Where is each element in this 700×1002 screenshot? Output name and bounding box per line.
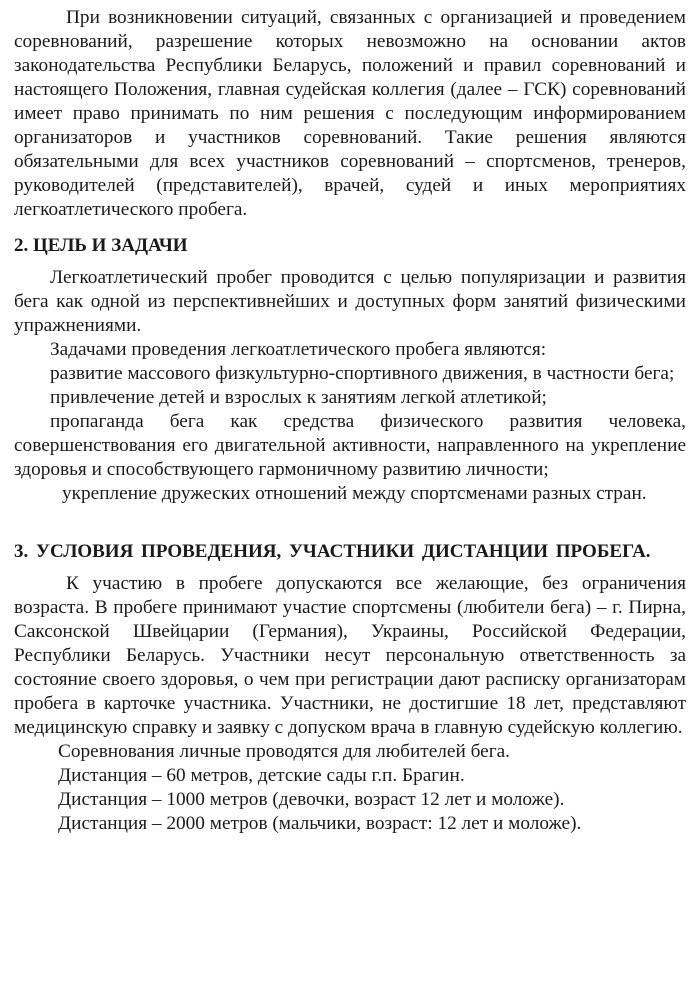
distance-item: Дистанция – 60 метров, детские сады г.п. Брагин. [58,765,465,786]
distance-item: Дистанция – 2000 метров (мальчики, возраст: 12 лет и моложе). [58,813,582,834]
task-item: пропаганда бега как средства физического развития человека, совершенствования его двигательной активности, направленного на укрепление здоровья и способствующего гармоничному развитию личности; [14,411,686,480]
task-item: привлечение детей и взрослых к занятиям легкой атлетикой; [50,387,547,408]
section-3-participants-paragraph: К участию в пробеге допускаются все желающие, без ограничения возраста. В пробеге принимают участие спортсмены (любители бега) – г. Пирна, Саксонской Швейцарии (Германия), Украины, Российской Федерации, Республики Беларусь. Участники несут персональную ответственность за состояние своего здоровья, о чем при регистрации дают расписку организаторам пробега в карточке участника. Участники, не достигшие 18 лет, представляют медицинскую справку и заявку с допуском врача в главную судейскую коллегию. [14,573,686,738]
section-3-heading: 3. УСЛОВИЯ ПРОВЕДЕНИЯ, УЧАСТНИКИ ДИСТАНЦИИ ПРОБЕГА. [14,541,651,562]
intro-paragraph: При возникновении ситуаций, связанных с организацией и проведением соревнований, разрешение которых невозможно на основании актов законодательства Республики Беларусь, положений и правил соревнований и настоящего Положения, главная судейская коллегия (далее – ГСК) соревнований имеет право принимать по ним решения с последующим информированием организаторов и участников соревнований. Такие решения являются обязательными для всех участников соревнований – спортсменов, тренеров, руководителей (представителей), врачей, судей и иных мероприятиях легкоатлетического пробега. [14,7,686,220]
section-2-tasks-intro: Задачами проведения легкоатлетического пробега являются: [50,339,547,360]
distance-item: Дистанция – 1000 метров (девочки, возраст 12 лет и моложе). [58,789,565,810]
section-2-heading: 2. ЦЕЛЬ И ЗАДАЧИ [14,235,188,256]
section-2-purpose-paragraph: Легкоатлетический пробег проводится с целью популяризации и развития бега как одной из перспективнейших и доступных форм занятий физическими упражнениями. [14,267,686,336]
task-item: укрепление дружеских отношений между спортсменами разных стран. [62,483,647,504]
task-item: развитие массового физкультурно-спортивного движения, в частности бега; [50,363,675,384]
section-3-personal-competition: Соревнования личные проводятся для любителей бега. [58,741,511,762]
